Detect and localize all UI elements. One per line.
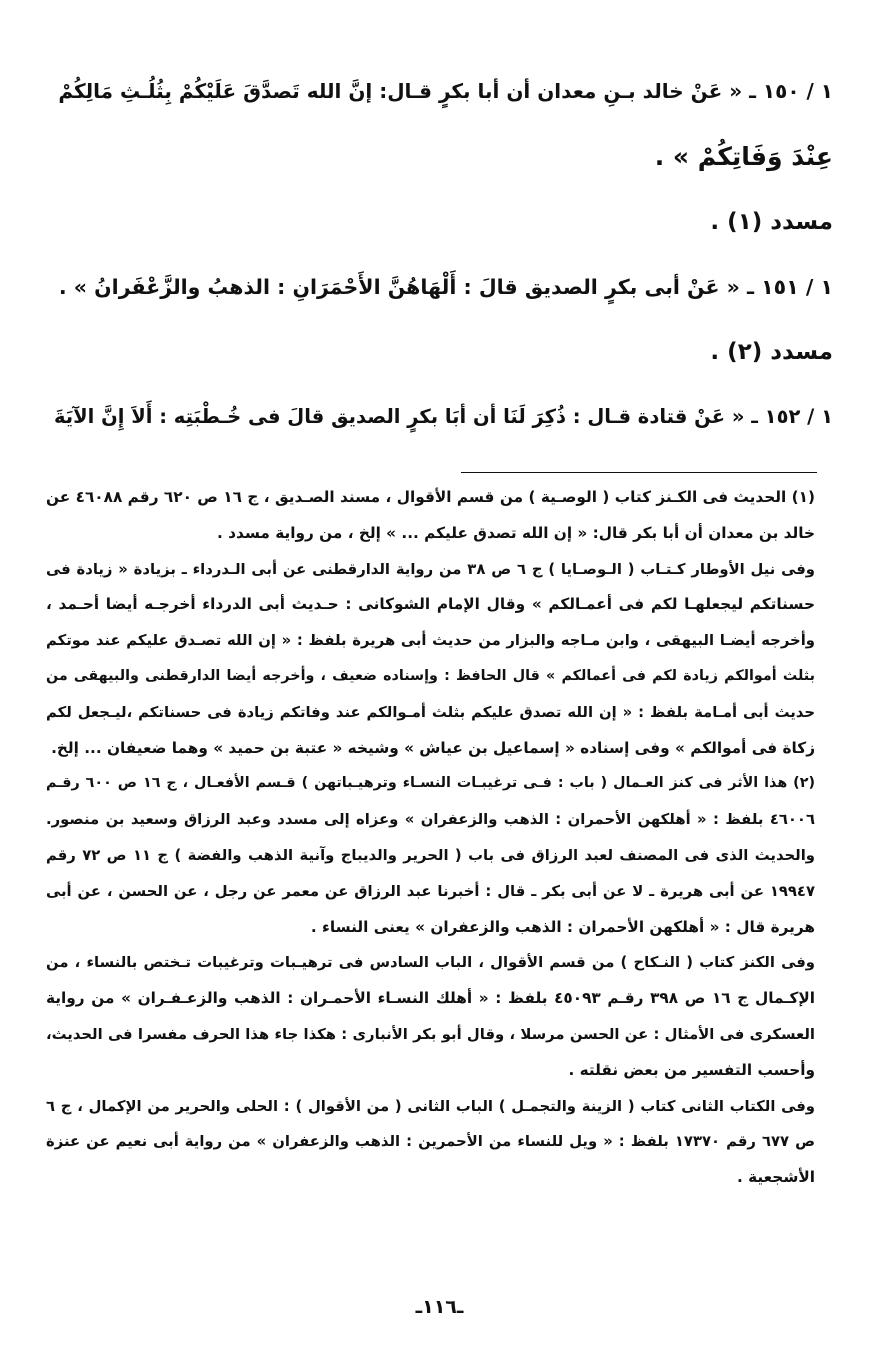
footnote-line: (٢) هذا الأثر فى كنز العـمال ( باب : فـى ترغيبـات النسـاء وترهيـباتهن ) قـسم الأفعـال ، ج ١٦ ص ٦٠٠ رقـم: [46, 775, 815, 792]
hadith-152-line-1: ١ / ١٥٢ ـ « عَنْ قتادة قـال : ذُكِرَ لَنَا أن أبَا بكرٍ الصديق قالَ فى خُـطْبَتِه : أَلاَ إِنَّ الآيَةَ: [53, 405, 833, 428]
hadith-150-source: مسدد (١) .: [710, 209, 833, 235]
footnote-line: العسكرى فى الأمثال : عن الحسن مرسلا ، وقال أبو بكر الأنبارى : هكذا جاء هذا الحرف مفسرا فى الحديث،: [46, 1025, 815, 1043]
footnote-line: حديث أبى أمـامة بلفظ : « إن الله تصدق عليكم بثلث أمـوالكم عند وفاتكم زيادة فى حسناتكم ،ليـجعل لكم: [46, 703, 815, 721]
footnote-line: ص ٦٧٧ رقم ١٧٣٧٠ بلفظ : « ويل للنساء من الأحمرين : الذهب والزعفران » من رواية أبى نعيم عن عنزة: [46, 1133, 815, 1151]
footnote-line: وأحسب التفسير من بعض نقلته .: [568, 1060, 815, 1079]
footnote-line: ٤٦٠٠٦ بلفظ : « أهلكهن الأحمران : الذهب والزعفران » وعزاه إلى مسدد وعبد الرزاق وسعيد بن منصور.: [46, 811, 815, 829]
hadith-150-line-2: عِنْدَ وَفَاتِكُمْ » .: [654, 142, 833, 171]
footnote-line: الأشجعية .: [737, 1168, 815, 1187]
footnote-line: (١) الحديث فى الكـنز كتاب ( الوصـية ) من قسم الأقوال ، مسند الصـديق ، ج ١٦ ص ٦٢٠ رقم ٤٦٠٨٨ عن: [46, 488, 815, 506]
footnote-line: وأخرجه أيضـا البيهقى ، وابن مـاجه والبزار من حديث أبى هريرة بلفظ : « إن الله تصـدق عليكم عند موتكم: [46, 632, 815, 650]
footnote-line: والحديث الذى فى المصنف لعبد الرزاق فى باب ( الحرير والديباج وآنية الذهب والفضة ) ج ١١ ص ٧٢ رقم: [46, 846, 815, 864]
hadith-151-source: مسدد (٢) .: [710, 339, 833, 365]
footnote-line: هريرة قال : « أهلكهن الأحمران : الذهب والزعفران » يعنى النساء .: [310, 917, 815, 936]
footnotes: [46, 480, 815, 1196]
footnote-line: الإكـمال ج ١٦ ص ٣٩٨ رقـم ٤٥٠٩٣ بلفظ : « أهلك النسـاء الأحمـران : الذهب والزعـفـران » من رواية: [46, 989, 815, 1008]
hadith-150-line-1: ١ / ١٥٠ ـ « عَنْ خالد بـنِ معدان أن أبا بكرٍ قـال: إنَّ الله تَصدَّقَ عَلَيْكُمْ بِثُلُـثِ مَالِكُمْ: [58, 79, 833, 103]
main-text: [46, 58, 833, 450]
footnote-line: زكاة فى أموالكم » وفى إسناده « إسماعيل بن عياش » وشيخه « عتبة بن حميد » وهما ضعيفان ... إلخ.: [51, 738, 815, 757]
footnote-line: وفى الكتاب الثانى كتاب ( الزينة والتجمـل ) الباب الثانى ( من الأقوال ) : الحلى والحرير من الإكمال ، ج ٦: [46, 1097, 815, 1115]
footnote-line: وفى نيل الأوطار كـتـاب ( الـوصـايا ) ج ٦ ص ٣٨ من رواية الدارقطنى عن أبى الـدرداء ـ بزيادة « زيادة فى: [46, 560, 815, 578]
footnote-line: حسناتكم ليجعلهـا لكم فى أعمـالكم » وقال الإمام الشوكانى : حـديث أبى الدرداء أخرجـه أيضا أحـمد ،: [46, 595, 815, 614]
footnote-line: ١٩٩٤٧ عن أبى هريرة ـ لا عن أبى بكر ـ قال : أخبرنا عبد الرزاق عن معمر عن رجل ، عن الحسن ، عن أبى: [46, 882, 815, 900]
footnote-separator: [461, 472, 817, 473]
footnote-line: بثلث أموالكم زيادة لكم فى أعمالكم » قال الحافظ : وإسناده ضعيف ، وأخرجه أيضا الدارقطنى والبيهقى من: [46, 667, 815, 684]
page-number: ـ١١٦ـ: [415, 1296, 464, 1318]
hadith-151: ١ / ١٥١ ـ « عَنْ أبى بكرٍ الصديق قالَ : أَلْهَاهُنَّ الأَحْمَرَانِ : الذهبُ والزَّعْفَرانُ » .: [58, 275, 833, 299]
footnote-line: وفى الكنز كتاب ( النـكاح ) من قسم الأقوال ، الباب السادس فى ترهيـبات وترغيبات تـختص بالنساء ، من: [46, 954, 815, 972]
footnote-line: خالد بن معدان أن أبا بكر قال: « إن الله تصدق عليكم ... » إلخ ، من رواية مسدد .: [217, 523, 815, 542]
